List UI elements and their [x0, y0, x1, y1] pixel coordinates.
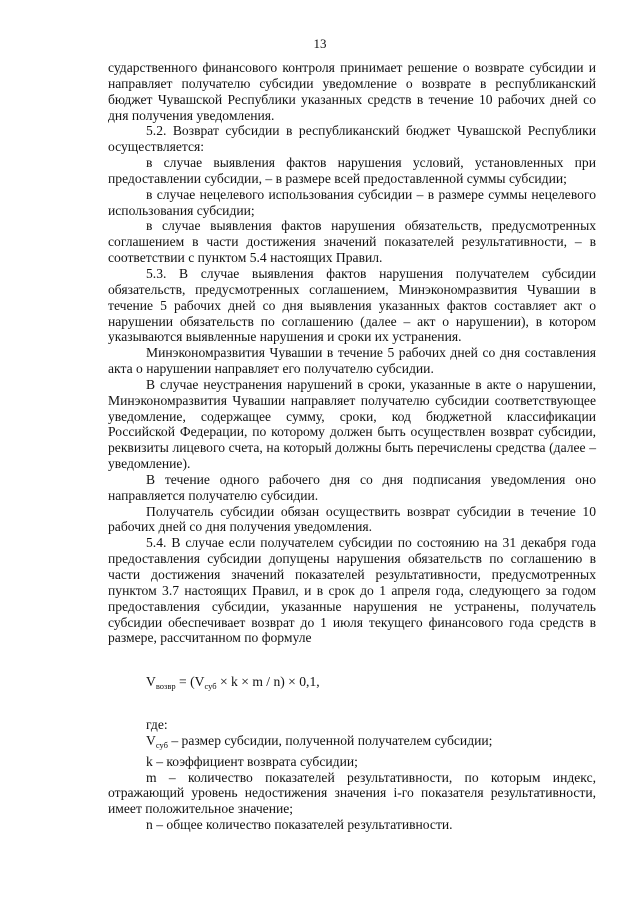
paragraph: в случае выявления фактов нарушения обязательств, предусмотренных соглашением в части достижения значений показателей результативности, – в соответствии с пунктом 5.4 настоящих Правил. [108, 218, 596, 266]
definition-item [108, 733, 596, 754]
definition-text: – количество показателей результативности, по которым индекс, отражающий уровень недостижения значения i-го показателя результативности, имеет положительное значение; [108, 769, 596, 817]
page-number: 13 [313, 36, 327, 51]
formula-lhs-subscript: возвр [155, 681, 176, 692]
definition-text: – размер субсидии, полученной получателем субсидии; [167, 732, 493, 748]
paragraph: сударственного финансового контроля принимает решение о возврате субсидии и направляет получателю субсидии уведомление о возврате в республиканский бюджет Чувашской Республики указанных средств в течение 10 рабочих дней со дня получения уведомления. [108, 60, 596, 123]
definition-item [108, 770, 596, 818]
formula-lhs-symbol: V [146, 674, 156, 690]
paragraph: 5.4. В случае если получателем субсидии по состоянию на 31 декабря года предоставления субсидии допущены нарушения обязательств по соглашению в части достижения значений показателей результативности, предусмотренных пунктом 3.7 настоящих Правил, и в срок до 1 апреля года, следующего за годом предоставления субсидии, указанные нарушения не устранены, получатель субсидии обеспечивает возврат до 1 июля текущего финансового года средств в размере, рассчитанном по формуле [108, 535, 596, 646]
definition-item [108, 754, 596, 770]
definition-symbol: n [146, 817, 153, 833]
formula-equals-open: = (V [175, 674, 205, 690]
definition-symbol: V [146, 732, 156, 748]
paragraph: 5.2. Возврат субсидии в республиканский бюджет Чувашской Республики осуществляется: [108, 123, 596, 155]
formula-subsidy-subscript: суб [204, 681, 217, 692]
paragraph: 5.3. В случае выявления фактов нарушения получателем субсидии обязательств, предусмотренных соглашением, Минэкономразвития Чувашии в течение 5 рабочих дней со дня выявления указанных фактов составляет акт о нарушении обязательств по соглашению (далее – акт о нарушении), в котором указываются выявленные нарушения и сроки их устранения. [108, 265, 596, 345]
document-body [108, 60, 596, 833]
paragraph: Минэкономразвития Чувашии в течение 5 рабочих дней со дня составления акта о нарушении направляет его получателю субсидии. [108, 345, 596, 377]
definition-text: – коэффициент возврата субсидии; [152, 753, 358, 769]
definition-item [108, 817, 596, 833]
paragraph: в случае выявления фактов нарушения условий, установленных при предоставлении субсидии, – в размере всей предоставленной суммы субсидии; [108, 155, 596, 186]
paragraph: Получатель субсидии обязан осуществить возврат субсидии в течение 10 рабочих дней со дня получения уведомления. [108, 503, 596, 535]
definition-subscript: суб [155, 739, 168, 750]
definition-text: – общее количество показателей результативности. [152, 817, 453, 833]
formula-rest: × k × m / n) × 0,1, [216, 674, 320, 690]
paragraph: В течение одного рабочего дня со дня подписания уведомления оно направляется получателю субсидии. [108, 471, 596, 503]
paragraph: В случае неустранения нарушений в сроки, указанные в акте о нарушении, Минэкономразвития Чувашии направляет получателю субсидии соответствующее уведомление, содержащее сумму, сроки, код бюджетной классификации Российской Федерации, по которому должен быть осуществлен возврат субсидии, реквизиты лицевого счета, на который должны быть перечислены средства (далее – уведомление). [108, 376, 596, 472]
definition-symbol: k [146, 753, 153, 769]
where-label: где: [146, 717, 168, 733]
refund-formula [108, 674, 596, 695]
paragraph: в случае нецелевого использования субсидии – в размере суммы нецелевого использования субсидии; [108, 186, 596, 218]
definition-symbol: m [146, 769, 157, 785]
